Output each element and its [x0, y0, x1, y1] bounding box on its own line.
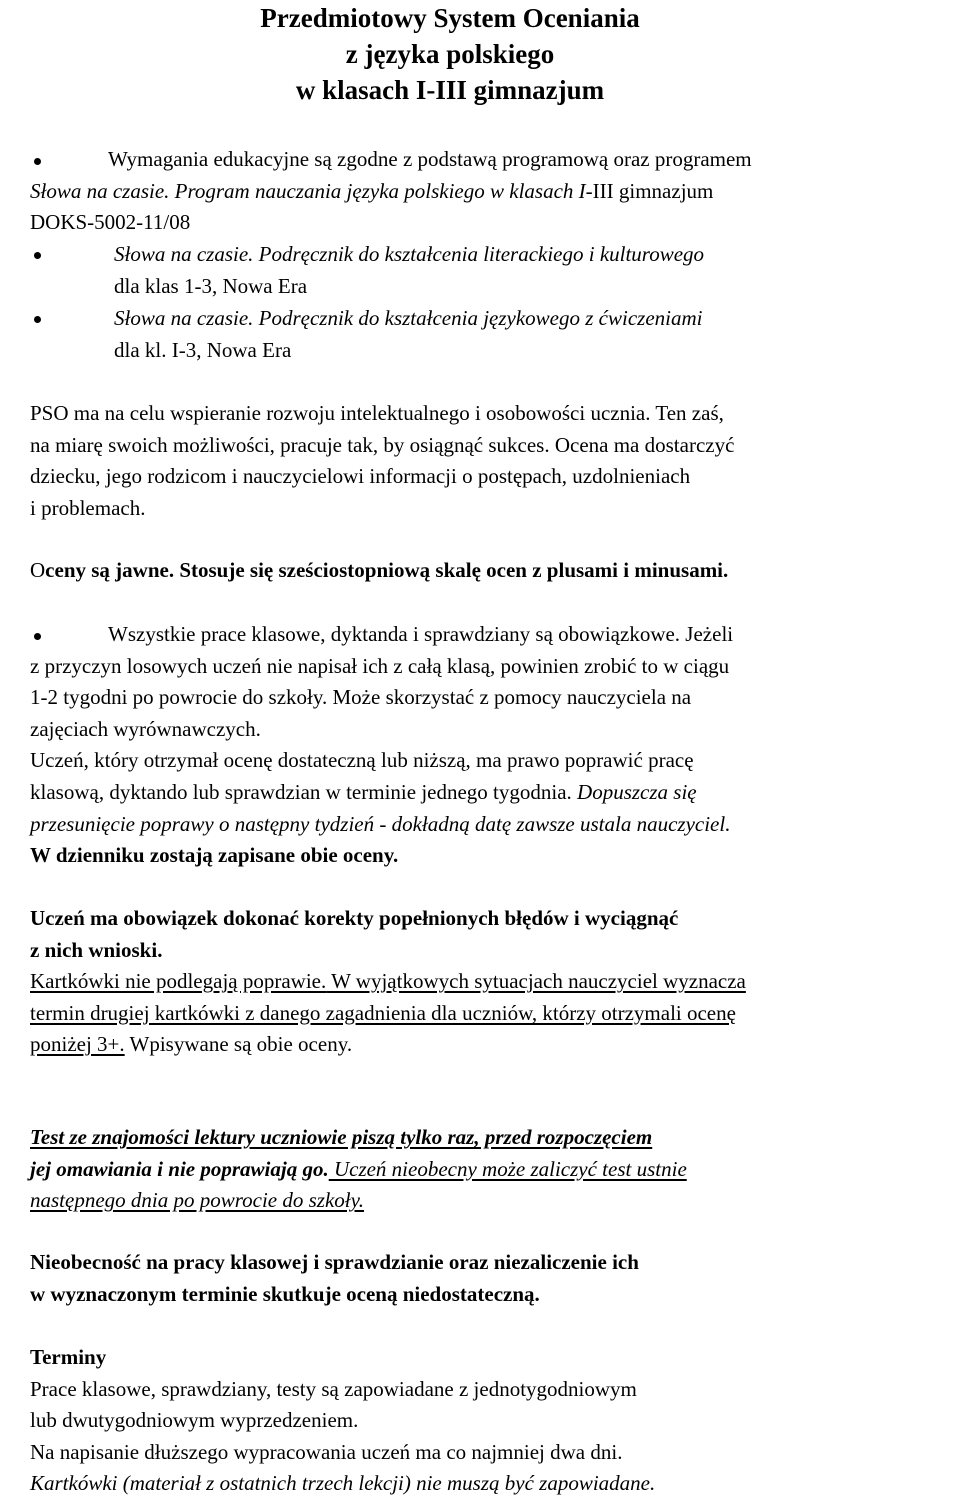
requirements-line-1: Wymagania edukacyjne są zgodne z podstawą programową oraz programem: [108, 147, 752, 171]
reading-test-line-1: Test ze znajomości lektury uczniowie piszą tylko raz, przed rozpoczęciem: [30, 1125, 653, 1149]
pso-paragraph: [30, 398, 958, 524]
class-work-line-6-normal: klasową, dyktando lub sprawdzian w terminie jednego tygodnia.: [30, 779, 578, 804]
correction-grade-threshold: poniżej 3+.: [30, 1032, 125, 1057]
reading-test-oral: Uczeń nieobecny może zaliczyć test ustnie: [328, 1156, 687, 1181]
absence-line-2: w wyznaczonym terminie skutkuje oceną niedostateczną.: [30, 1281, 540, 1306]
class-work-line-6: [30, 777, 958, 809]
quizzes-no-retake: Kartkówki nie podlegają poprawie.: [30, 969, 327, 994]
class-work-line-6-italic: Dopuszcza się: [577, 779, 697, 804]
pso-line-4: i problemach.: [30, 495, 146, 520]
bullet-icon: [34, 252, 41, 259]
deadlines-line-4: Kartkówki (materiał z ostatnich trzech lekcji) nie muszą być zapowiadane.: [30, 1471, 656, 1496]
correction-both-grades: Wpisywane są obie oceny.: [124, 1032, 353, 1057]
deadlines-line-1: Prace klasowe, sprawdziany, testy są zapowiadane z jednotygodniowym: [30, 1376, 637, 1401]
textbook-literary-details: dla klas 1-3, Nowa Era: [114, 273, 308, 298]
correction-paragraph: [30, 903, 958, 1061]
class-work-line-7: przesunięcie poprawy o następny tydzień - dokładną datę zawsze ustala nauczyciel.: [30, 811, 731, 836]
program-title: Słowa na czasie. Program nauczania języka polskiego w klasach I-: [30, 178, 593, 203]
deadlines-heading: Terminy: [30, 1345, 107, 1369]
program-code: DOKS-5002-11/08: [30, 210, 191, 235]
textbook-literary: [114, 239, 960, 302]
program-grades: III gimnazjum: [592, 178, 714, 203]
textbook-language-details: dla kl. I-3, Nowa Era: [114, 337, 292, 362]
correction-line-1: Uczeń ma obowiązek dokonać korekty popełnionych błędów i wyciągnąć: [30, 906, 679, 930]
correction-line-2: z nich wnioski.: [30, 937, 163, 962]
reading-test-paragraph: [30, 1122, 958, 1217]
title-line-2: z języka polskiego: [345, 39, 555, 69]
pso-line-1: PSO ma na celu wspieranie rozwoju intelektualnego i osobowości ucznia. Ten zaś,: [30, 401, 724, 425]
reading-test-line-3: następnego dnia po powrocie do szkoły.: [30, 1188, 365, 1213]
absence-line-1: Nieobecność na pracy klasowej i sprawdzianie oraz niezaliczenie ich: [30, 1250, 639, 1274]
textbook-literary-title: Słowa na czasie. Podręcznik do kształcenia literackiego i kulturowego: [114, 242, 705, 266]
class-work-line-5: Uczeń, który otrzymał ocenę dostateczną lub niższą, ma prawo poprawić pracę: [30, 748, 694, 773]
pso-line-2: na miarę swoich możliwości, pracuje tak, by osiągnąć sukces. Ocena ma dostarczyć: [30, 432, 735, 457]
reading-test-line-2: [30, 1154, 958, 1186]
requirements-paragraph: [30, 144, 958, 239]
textbook-language-title: Słowa na czasie. Podręcznik do kształcenia językowego z ćwiczeniami: [114, 306, 703, 330]
grades-public-paragraph: [30, 555, 958, 587]
class-work-line-3: 1-2 tygodni po powrocie do szkoły. Może skorzystać z pomocy nauczyciela na: [30, 685, 692, 710]
grades-statement: ceny są jawne. Stosuje się sześciostopniową skalę ocen z plusami i minusami.: [45, 558, 729, 582]
title-line-1: Przedmiotowy System Oceniania: [260, 3, 640, 33]
requirements-line-2: [30, 176, 958, 208]
bullet-icon: [34, 316, 41, 323]
correction-line-3: [30, 966, 958, 998]
class-work-line-8: W dzienniku zostają zapisane obie oceny.: [30, 843, 399, 868]
correction-line-4: termin drugiej kartkówki z danego zagadnienia dla uczniów, którzy otrzymali ocenę: [30, 1000, 736, 1025]
class-work-line-2: z przyczyn losowych uczeń nie napisał ich z całą klasą, powinien zrobić to w ciągu: [30, 653, 730, 678]
deadlines-line-3: Na napisanie dłuższego wypracowania uczeń ma co najmniej dwa dni.: [30, 1439, 623, 1464]
correction-line-5: [30, 1029, 958, 1061]
deadlines-section: [30, 1342, 958, 1500]
textbook-language: [114, 303, 960, 366]
title-line-3: w klasach I-III gimnazjum: [295, 75, 605, 105]
class-work-line-4: zajęciach wyrównawczych.: [30, 716, 261, 741]
quizzes-exception: W wyjątkowych sytuacjach nauczyciel wyznacza: [326, 969, 746, 994]
pso-line-3: dziecku, jego rodzicom i nauczycielowi informacji o postępach, uzdolnieniach: [30, 464, 691, 489]
reading-test-no-retake: jej omawiania i nie poprawiają go.: [30, 1156, 329, 1181]
class-work-paragraph: [30, 619, 958, 872]
absence-paragraph: [30, 1247, 958, 1310]
document-title: [0, 0, 900, 108]
grades-initial: O: [30, 558, 46, 582]
deadlines-line-2: lub dwutygodniowym wyprzedzeniem.: [30, 1408, 359, 1433]
class-work-line-1: Wszystkie prace klasowe, dyktanda i sprawdziany są obowiązkowe. Jeżeli: [108, 622, 734, 646]
